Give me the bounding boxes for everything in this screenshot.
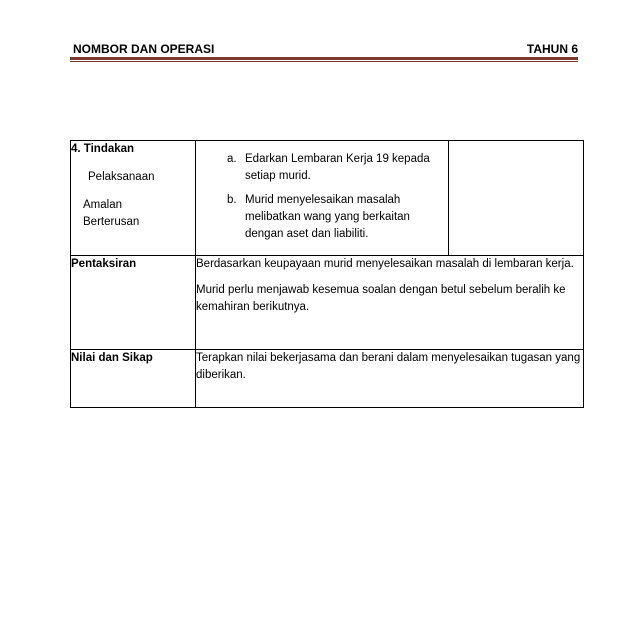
tindakan-label-cell bbox=[71, 141, 196, 256]
nilai-content bbox=[196, 350, 584, 408]
steps-list bbox=[196, 151, 448, 243]
page-header bbox=[70, 40, 578, 58]
nilai-text: Terapkan nilai bekerjasama dan berani dalam menyelesaikan tugasan yang diberikan. bbox=[196, 352, 581, 381]
nilai-label: Nilai dan Sikap bbox=[71, 350, 196, 408]
pentaksiran-content bbox=[196, 256, 584, 350]
tindakan-empty-cell bbox=[449, 141, 584, 256]
table-row-pentaksiran bbox=[71, 256, 584, 350]
pelaksanaan-label: Pelaksanaan bbox=[88, 171, 155, 183]
list-item: a. Edarkan Lembaran Kerja 19 kepada setiap murid. bbox=[227, 153, 430, 182]
header-rule-thin bbox=[70, 61, 578, 62]
tindakan-steps-cell bbox=[196, 141, 449, 256]
table-row-nilai bbox=[71, 350, 584, 408]
amalan-label: Amalan Berterusan bbox=[83, 199, 140, 228]
pentaksiran-para-2: Murid perlu menjawab kesemua soalan dengan betul sebelum beralih ke kemahiran berikutnya. bbox=[196, 284, 566, 313]
header-rule-thick bbox=[70, 57, 578, 60]
table-row-tindakan bbox=[71, 141, 584, 256]
pentaksiran-label: Pentaksiran bbox=[71, 256, 196, 350]
tindakan-label: 4. Tindakan bbox=[71, 143, 135, 155]
step-marker: b. bbox=[227, 194, 237, 206]
pentaksiran-para-1: Berdasarkan keupayaan murid menyelesaikan masalah di lembaran kerja. bbox=[196, 258, 574, 270]
header-subject: NOMBOR DAN OPERASI bbox=[73, 42, 215, 56]
header-year: TAHUN 6 bbox=[526, 42, 578, 56]
step-marker: a. bbox=[227, 153, 237, 165]
lesson-plan-table bbox=[70, 140, 584, 408]
list-item: b. Murid menyelesaikan masalah melibatkan wang yang berkaitan dengan aset dan liabiliti. bbox=[227, 194, 410, 240]
